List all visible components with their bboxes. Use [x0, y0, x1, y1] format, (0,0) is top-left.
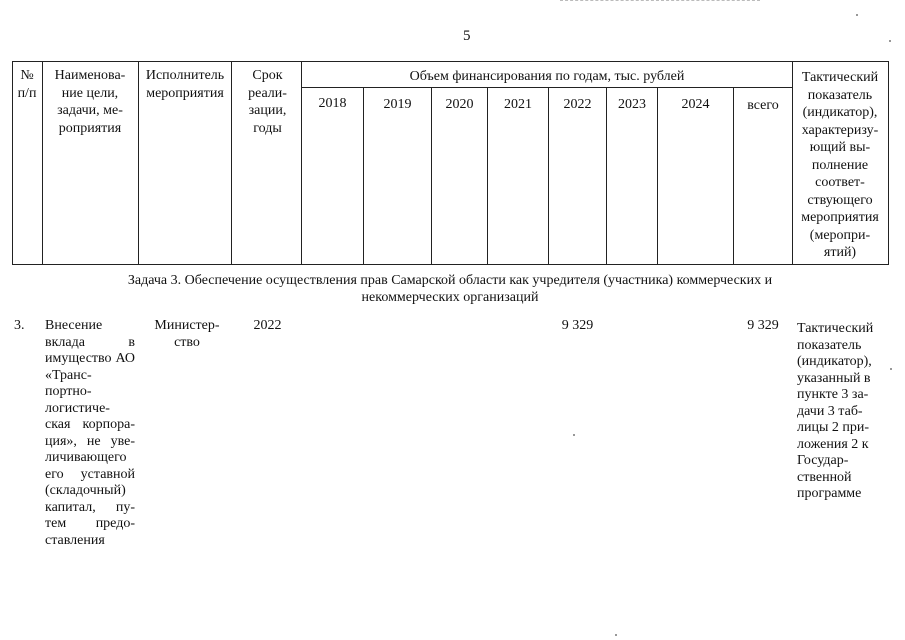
header-year: 2019 [383, 97, 412, 112]
header-total: всего [747, 98, 779, 113]
column-border [657, 87, 658, 265]
column-border [363, 87, 364, 265]
column-border [12, 61, 13, 265]
funding-subheader-border [301, 87, 792, 88]
column-border [548, 87, 549, 265]
column-border [301, 61, 302, 265]
column-border [606, 87, 607, 265]
header-name: Наименова-ние цели, задачи, ме-роприятия [54, 68, 126, 136]
column-border [487, 87, 488, 265]
header-term: Срок реали-зации, годы [248, 68, 287, 136]
row-term: 2022 [253, 318, 282, 333]
column-border [792, 61, 793, 265]
column-border [231, 61, 232, 265]
header-funding: Объем финансирования по годам, тыс. рублей [409, 69, 685, 84]
row-number: 3. [14, 318, 25, 333]
header-executor: Исполнитель мероприятия [145, 68, 225, 101]
scan-speck [615, 634, 617, 636]
row-executor: Министер-ство [154, 318, 220, 350]
column-border [888, 61, 889, 265]
header-year: 2018 [318, 96, 347, 111]
row-total: 9 329 [747, 318, 779, 333]
row-activity-name: Внесение вклада в имущество АО «Транс-портно-логистиче-ская корпора-ция», не уве-личивающего его уставной (складочный) капитал, пу-тем предо-ставления [45, 318, 135, 548]
scan-speck [890, 368, 892, 370]
row-indicator: Тактический показатель (индикатор), указанный в пункте 3 за-дачи 3 таб-лицы 2 при-ложения 2 к Государ-ственной программе [797, 321, 874, 501]
scan-header-fragment [560, 0, 760, 2]
header-year: 2023 [618, 97, 646, 112]
scan-speck [573, 434, 575, 436]
header-num: № п/п [17, 68, 37, 101]
table-header-bottom-border [12, 264, 889, 265]
page-number: 5 [463, 28, 471, 44]
row-value-2022: 9 329 [561, 318, 594, 333]
scan-speck [889, 40, 891, 42]
task-caption: Задача 3. Обеспечение осуществления прав Самарской области как учредителя (участника) коммерческих и некоммерческих организаций [127, 273, 773, 305]
header-year: 2020 [445, 97, 474, 112]
header-year: 2021 [504, 97, 532, 112]
header-year: 2024 [681, 97, 710, 112]
column-border [431, 87, 432, 265]
column-border [42, 61, 43, 265]
table-top-border [12, 61, 889, 62]
header-indicator: Тактический показатель (индикатор), характеризу-ющий вы-полнение соответ-ствующего мероприятия (меропри-ятий) [801, 70, 879, 260]
column-border [138, 61, 139, 265]
scan-speck [856, 14, 858, 16]
header-year: 2022 [563, 97, 592, 112]
